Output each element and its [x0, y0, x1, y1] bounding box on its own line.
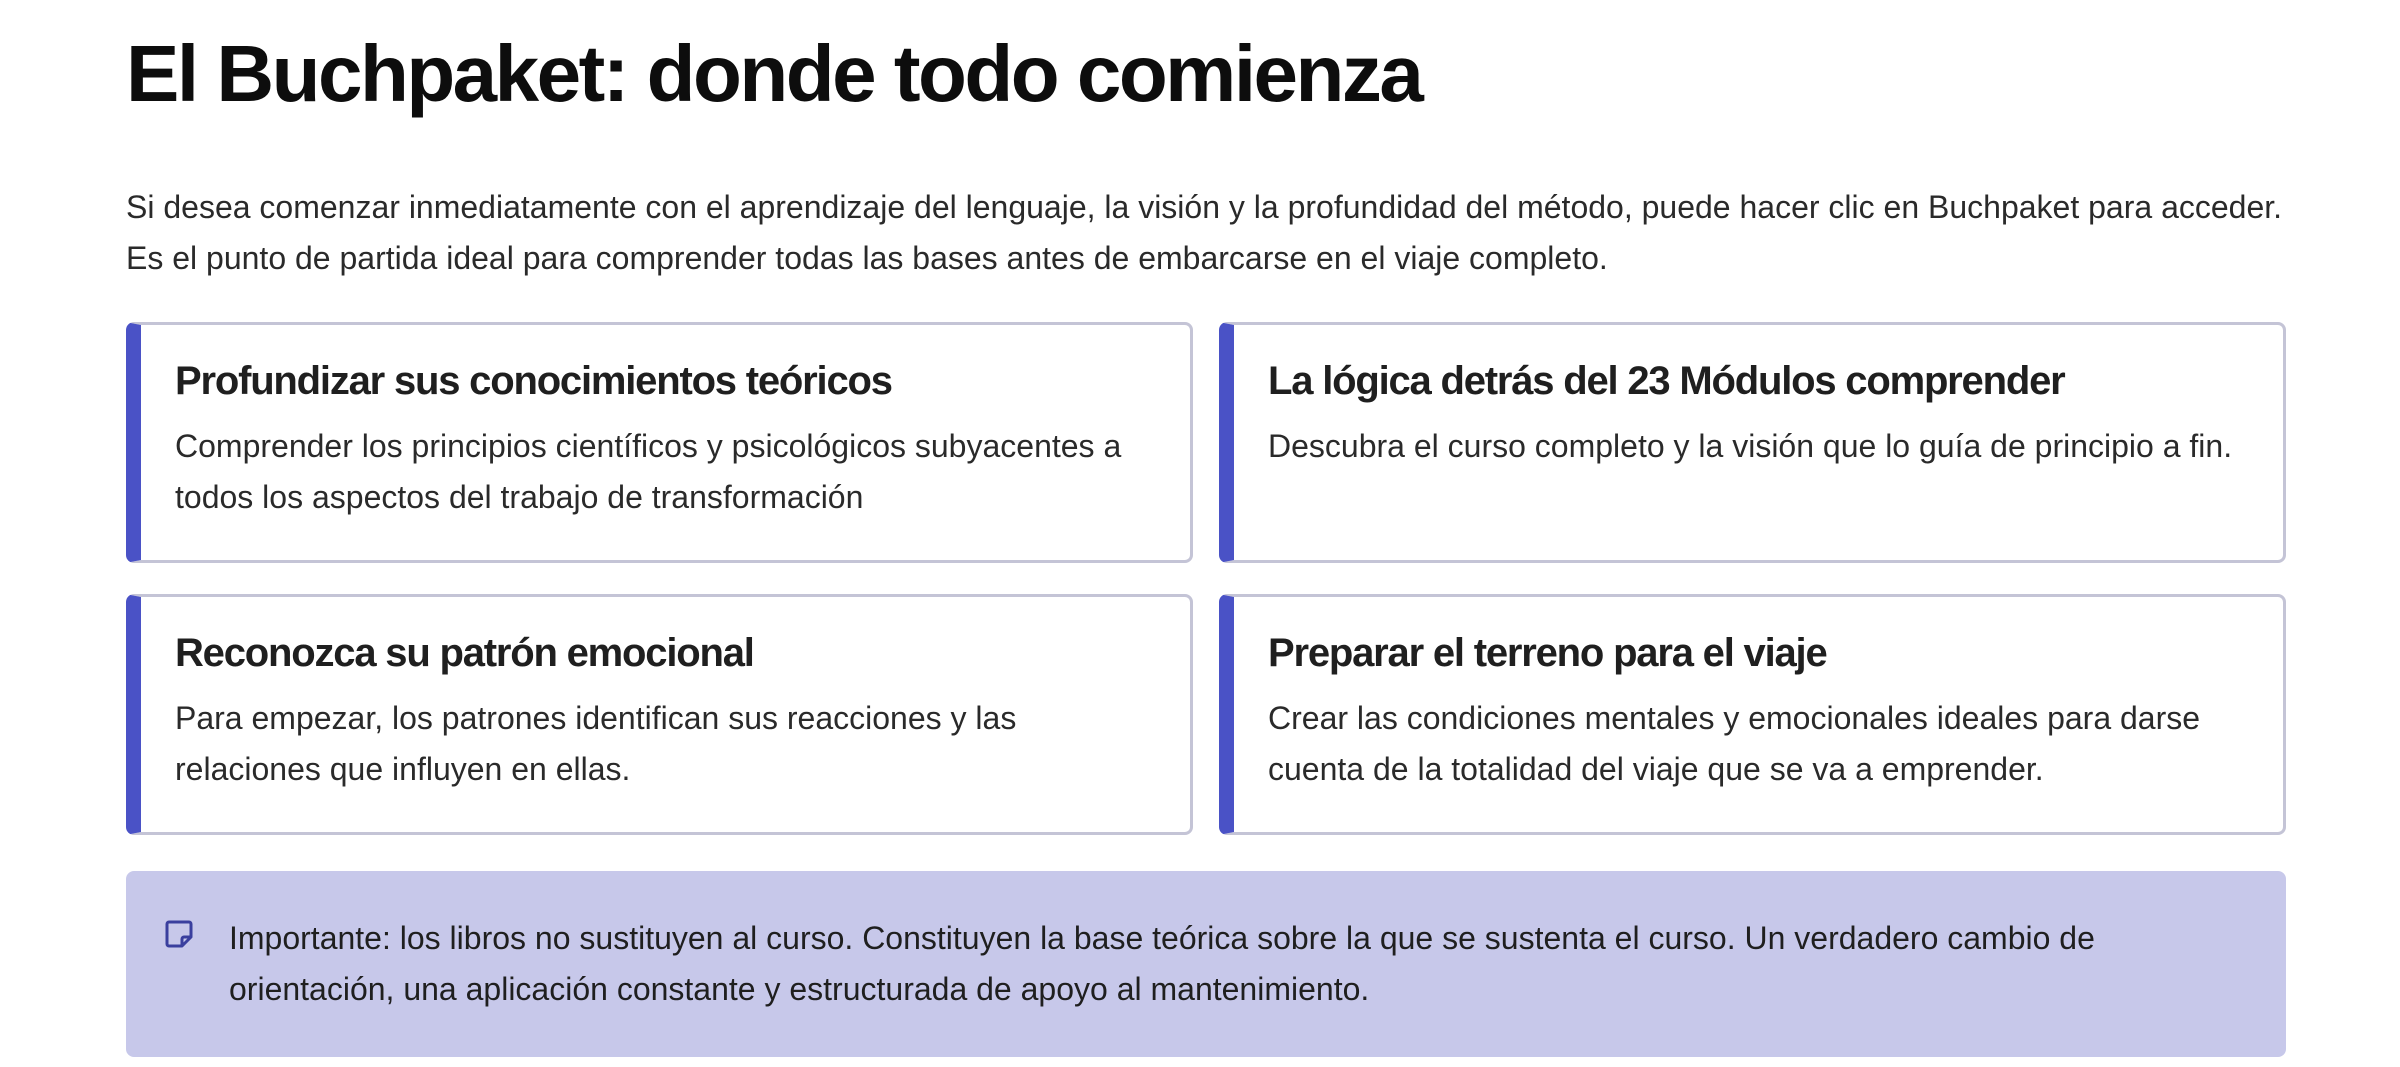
- sticky-note-icon: [164, 919, 194, 949]
- card-title: La lógica detrás del 23 Módulos comprender: [1268, 359, 2065, 403]
- feature-card-prepare-journey: [1219, 594, 2286, 835]
- card-description: Comprender los principios científicos y psicológicos subyacentes a todos los aspectos del trabajo de transformación: [175, 428, 1122, 515]
- feature-card-emotional-pattern: [126, 594, 1193, 835]
- feature-card-theory: [126, 322, 1193, 563]
- intro-paragraph: Si desea comenzar inmediatamente con el aprendizaje del lenguaje, la visión y la profundidad del método, puede hacer clic en Buchpaket para acceder. Es el punto de partida ideal para comprender todas las bases antes de embarcarse en el viaje completo.: [126, 189, 2283, 276]
- card-title: Profundizar sus conocimientos teóricos: [175, 359, 892, 403]
- card-description: Descubra el curso completo y la visión que lo guía de principio a fin.: [1268, 428, 2233, 464]
- feature-card-modules: [1219, 322, 2286, 563]
- card-title: Reconozca su patrón emocional: [175, 631, 754, 675]
- card-description: Para empezar, los patrones identifican sus reacciones y las relaciones que influyen en ellas.: [175, 700, 1017, 787]
- card-description: Crear las condiciones mentales y emocionales ideales para darse cuenta de la totalidad del viaje que se va a emprender.: [1268, 700, 2201, 787]
- page-title: El Buchpaket: donde todo comienza: [126, 29, 1422, 118]
- card-title: Preparar el terreno para el viaje: [1268, 631, 1827, 675]
- note-text: Importante: los libros no sustituyen al curso. Constituyen la base teórica sobre la que se sustenta el curso. Un verdadero cambio de orientación, una aplicación constante y estructurada de apoyo al mantenimiento.: [229, 920, 2095, 1007]
- important-note-callout: [126, 871, 2286, 1057]
